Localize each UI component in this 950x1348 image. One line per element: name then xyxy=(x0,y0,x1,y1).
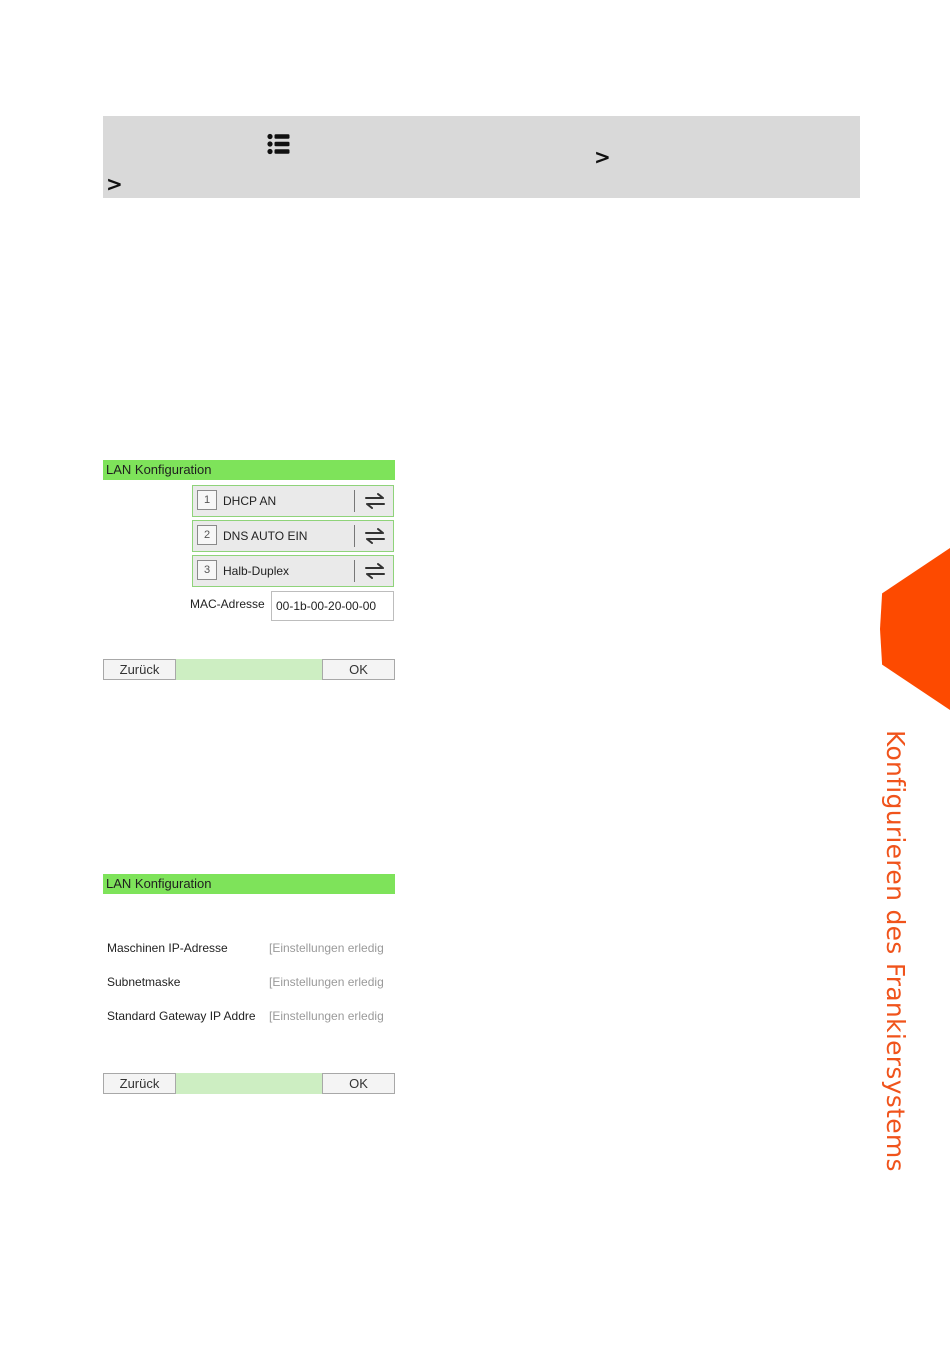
bottom-button-bar xyxy=(103,1073,395,1094)
ip-address-value[interactable]: [Einstellungen erledig xyxy=(269,941,384,955)
swap-arrows-icon[interactable] xyxy=(363,562,387,580)
mac-address-label: MAC-Adresse xyxy=(190,597,265,611)
screen-title: LAN Konfiguration xyxy=(103,874,395,894)
chevron-right-icon: > xyxy=(106,172,123,196)
divider xyxy=(354,525,355,547)
swap-arrows-icon[interactable] xyxy=(363,492,387,510)
back-button[interactable]: Zurück xyxy=(103,1073,176,1094)
subnet-mask-label: Subnetmaske xyxy=(107,975,181,989)
subnet-mask-value[interactable]: [Einstellungen erledig xyxy=(269,975,384,989)
option-label: DNS AUTO EIN xyxy=(223,529,308,543)
option-number: 2 xyxy=(197,525,217,545)
option-dns[interactable] xyxy=(192,520,394,552)
lan-config-screen-addresses xyxy=(103,874,395,1094)
ok-button[interactable]: OK xyxy=(322,1073,395,1094)
option-dhcp[interactable] xyxy=(192,485,394,517)
lan-config-screen-options xyxy=(103,460,395,680)
chevron-right-icon: > xyxy=(594,145,611,169)
bottom-button-bar xyxy=(103,659,395,680)
ip-address-label: Maschinen IP-Adresse xyxy=(107,941,228,955)
chapter-title: Konfigurieren des Frankiersystems xyxy=(881,730,910,1172)
chapter-tab-marker xyxy=(880,548,950,710)
divider xyxy=(354,490,355,512)
screen-title: LAN Konfiguration xyxy=(103,460,395,480)
back-button[interactable]: Zurück xyxy=(103,659,176,680)
option-number: 1 xyxy=(197,490,217,510)
ok-button[interactable]: OK xyxy=(322,659,395,680)
swap-arrows-icon[interactable] xyxy=(363,527,387,545)
divider xyxy=(354,560,355,582)
option-number: 3 xyxy=(197,560,217,580)
option-duplex[interactable] xyxy=(192,555,394,587)
list-icon xyxy=(267,133,291,155)
mac-address-field: 00-1b-00-20-00-00 xyxy=(271,591,394,621)
option-label: Halb-Duplex xyxy=(223,564,290,578)
gateway-label: Standard Gateway IP Addre xyxy=(107,1009,256,1023)
option-label: DHCP AN xyxy=(223,494,277,508)
gateway-value[interactable]: [Einstellungen erledig xyxy=(269,1009,384,1023)
navigation-path-box xyxy=(103,116,860,198)
